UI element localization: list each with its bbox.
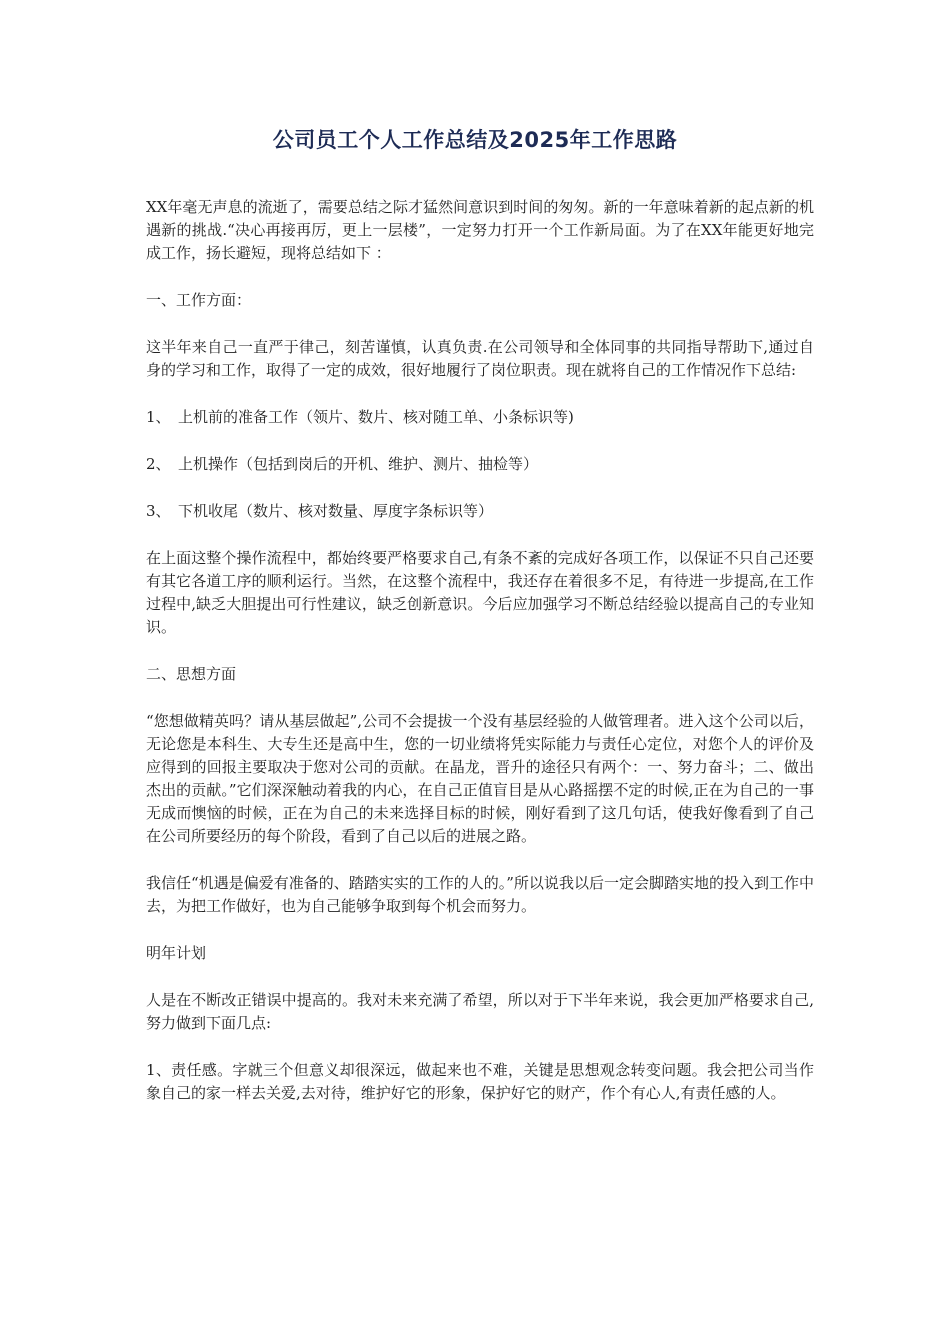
belief-paragraph: 我信任“机遇是偏爱有准备的、踏踏实实的工作的人的。”所以说我以后一定会脚踏实地的投入到工作中去，为把工作做好，也为自己能够争取到每个机会而努力。 [146, 874, 814, 915]
thinking-paragraph: “您想做精英吗？请从基层做起”,公司不会提拔一个没有基层经验的人做管理者。进入这个公司以后，无论您是本科生、大专生还是高中生，您的一切业绩将凭实际能力与责任心定位，对您个人的评价及应得到的回报主要取决于您对公司的贡献。在晶龙，晋升的途径只有两个：一、努力奋斗；二、做出杰出的贡献。”它们深深触动着我的内心，在自己正值盲目是从心路摇摆不定的时候,正在为自己的一事无成而懊恼的时候，正在为自己的未来选择目标的时候，刚好看到了这几句话，使我好像看到了自己在公司所要经历的每个阶段，看到了自己以后的进展之路。 [146, 712, 814, 845]
list-item-text: 上机前的准备工作（领片、数片、核对随工单、小条标识等) [178, 408, 574, 426]
document-body [146, 196, 814, 1129]
document-title: 公司员工个人工作总结及2025年工作思路 [272, 128, 678, 152]
list-item-text: 下机收尾（数片、核对数量、厚度字条标识等） [178, 502, 494, 520]
plan-item-responsibility: 1、责任感。字就三个但意义却很深远，做起来也不难，关键是思想观念转变问题。我会把公司当作象自己的家一样去关爱,去对待，维护好它的形象，保护好它的财产，作个有心人,有责任感的人。 [146, 1061, 814, 1102]
list-item-number: 2、 [146, 455, 171, 473]
list-item-number: 1、 [146, 408, 171, 426]
work-list-item [146, 406, 814, 429]
section-heading-plan: 明年计划 [146, 944, 207, 962]
section-heading-work: 一、工作方面： [146, 291, 252, 309]
list-item-text: 上机操作（包括到岗后的开机、维护、测片、抽检等） [178, 455, 539, 473]
work-list-item [146, 453, 814, 476]
section-heading-thinking: 二、思想方面 [146, 665, 237, 683]
list-item-number: 3、 [146, 502, 171, 520]
intro-paragraph: XX年毫无声息的流逝了，需要总结之际才猛然间意识到时间的匆匆。新的一年意味着新的起点新的机遇新的挑战.“决心再接再厉，更上一层楼”，一定努力打开一个工作新局面。为了在XX年能更好地完成工作，扬长避短，现将总结如下 ： [146, 198, 814, 262]
process-reflection-paragraph: 在上面这整个操作流程中，都始终要严格要求自己,有条不紊的完成好各项工作，以保证不只自己还要有其它各道工序的顺利运行。当然，在这整个流程中，我还存在着很多不足，有待进一步提高,在工作过程中,缺乏大胆提出可行性建议，缺乏创新意识。今后应加强学习不断总结经验以提高自己的专业知识。 [146, 549, 814, 636]
work-list-item [146, 500, 814, 523]
work-summary-paragraph: 这半年来自己一直严于律己，刻苦谨慎，认真负责.在公司领导和全体同事的共同指导帮助下,通过自身的学习和工作，取得了一定的成效，很好地履行了岗位职责。现在就将自己的工作情况作下总结: [146, 338, 814, 379]
plan-intro-paragraph: 人是在不断改正错误中提高的。我对未来充满了希望，所以对于下半年来说，我会更加严格要求自己,努力做到下面几点: [146, 991, 814, 1032]
